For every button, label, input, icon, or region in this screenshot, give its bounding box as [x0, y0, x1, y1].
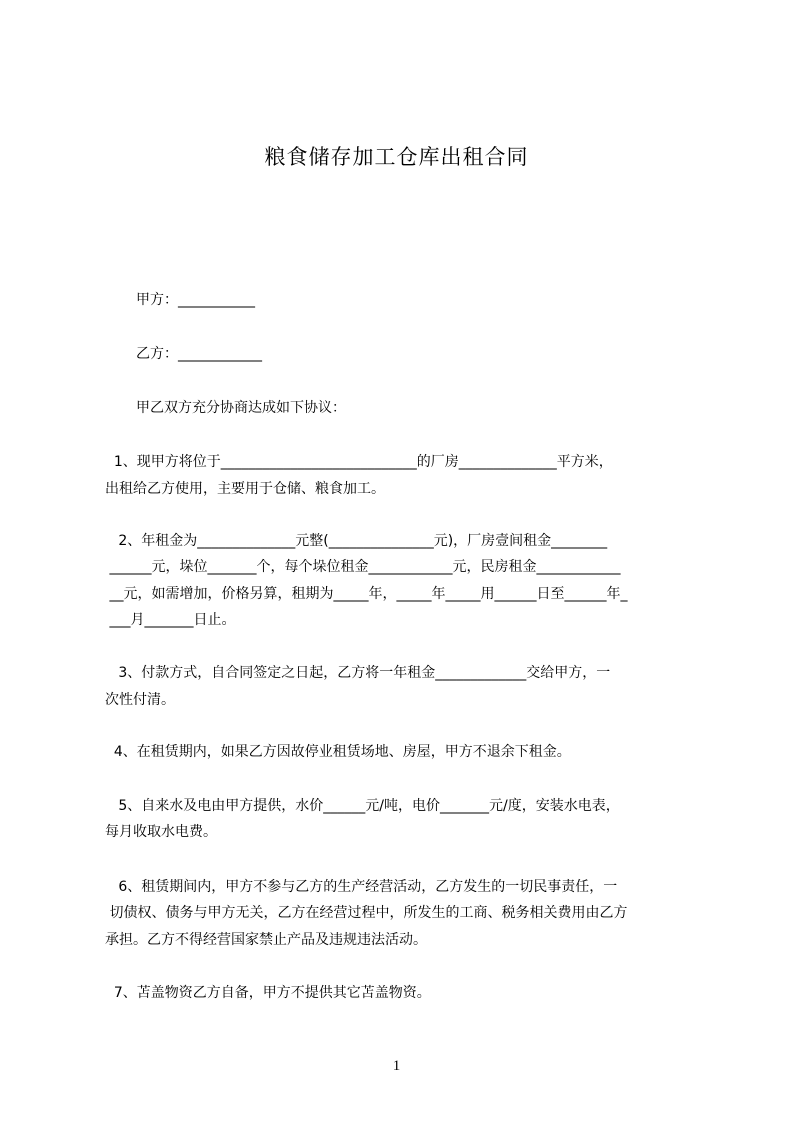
- clause-line: 5、自来水及电由甲方提供，水价______元/吨，电价_______元/度，安装水电表，: [105, 798, 620, 814]
- clause-line: 4、在租赁期内，如果乙方因故停业租赁场地、房屋，甲方不退余下租金。: [105, 744, 571, 760]
- clause-line: 切债权、债务与甲方无关，乙方在经营过程中，所发生的工商、税务相关费用由乙方: [105, 905, 628, 921]
- clause-line: 每月收取水电费。: [105, 824, 217, 840]
- clause-line: 出租给乙方使用，主要用于仓储、粮食加工。: [105, 481, 385, 497]
- party-a-line: 甲方：___________: [136, 292, 255, 308]
- clause-line: 承担。乙方不得经营国家禁止产品及违规违法活动。: [105, 932, 427, 948]
- clause-line: 次性付清。: [105, 692, 175, 708]
- page-number: 1: [392, 1058, 401, 1074]
- party-b-line: 乙方：____________: [136, 346, 262, 362]
- clause-line: 7、苫盖物资乙方自备，甲方不提供其它苫盖物资。: [105, 985, 431, 1001]
- clause-line: ______元，垛位_______个，每个垛位租金____________元，民房租金____________: [105, 559, 621, 575]
- clause-line: 6、租赁期间内，甲方不参与乙方的生产经营活动，乙方发生的一切民事责任，一: [105, 879, 618, 895]
- document-title: 粮食储存加工仓库出租合同: [264, 145, 529, 169]
- clause-line: 2、年租金为______________元整(_______________元)，厂房壹间租金________: [105, 533, 608, 549]
- clause-line: ___月_______日止。: [105, 612, 236, 628]
- clause-line: __元，如需增加，价格另算，租期为_____年，_____年_____用______日至______年_: [105, 586, 628, 602]
- clause-line: 1、现甲方将位于____________________________的厂房______________平方米，: [105, 454, 613, 470]
- clause-line: 3、付款方式，自合同签定之日起，乙方将一年租金_____________交给甲方，一: [105, 665, 611, 681]
- intro-line: 甲乙双方充分协商达成如下协议：: [136, 400, 346, 416]
